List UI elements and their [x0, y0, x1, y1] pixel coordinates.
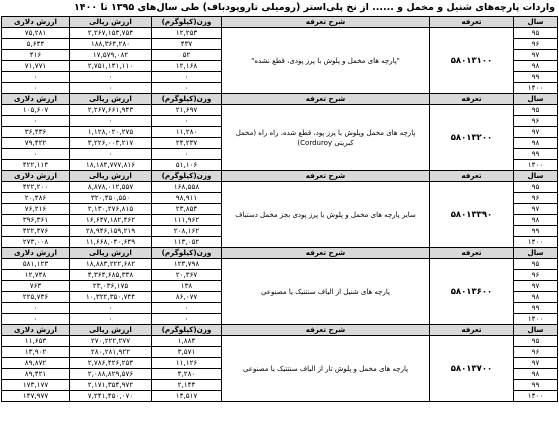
- usd-value-cell: ۴۲۲,۱۱۴: [2, 160, 70, 171]
- year-cell: ۱۴۰۰: [514, 160, 558, 171]
- header-usd: ارزش دلاری: [2, 17, 70, 28]
- weight-cell: ۰: [152, 303, 222, 314]
- weight-cell: ۱۳۸: [152, 281, 222, 292]
- rial-value-cell: ۱۰,۳۲۲,۳۵۰,۷۴۴: [70, 292, 152, 303]
- year-cell: ۹۸: [514, 138, 558, 149]
- tariff-table: [1, 16, 558, 402]
- weight-cell: ۱۴,۵۱۷: [152, 391, 222, 402]
- tariff-code: ۵۸۰۱۳۳۹۰: [430, 182, 514, 248]
- rial-value-cell: ۷,۲۴۱,۴۵۰,۰۷۰: [70, 391, 152, 402]
- weight-cell: ۱۲,۲۵۳: [152, 28, 222, 39]
- rial-value-cell: ۰: [70, 314, 152, 325]
- weight-cell: ۱,۸۸۴: [152, 336, 222, 347]
- year-cell: ۹۷: [514, 204, 558, 215]
- year-cell: ۹۶: [514, 347, 558, 358]
- rial-value-cell: ۱۱,۶۶۸,۰۴۰,۶۴۹: [70, 237, 152, 248]
- weight-cell: ۲۱,۶۹۷: [152, 105, 222, 116]
- header-year: سال: [514, 17, 558, 28]
- table-row: [2, 182, 558, 193]
- year-cell: ۹۹: [514, 303, 558, 314]
- year-cell: ۹۶: [514, 270, 558, 281]
- header-weight: وزن(کیلوگرم): [152, 325, 222, 336]
- header-weight: وزن(کیلوگرم): [152, 171, 222, 182]
- year-cell: ۹۷: [514, 127, 558, 138]
- weight-cell: ۳,۵۷۱: [152, 347, 222, 358]
- usd-value-cell: ۱۲,۷۴۸: [2, 270, 70, 281]
- weight-cell: ۹۸,۹۱۱: [152, 193, 222, 204]
- usd-value-cell: ۷۶۳: [2, 281, 70, 292]
- usd-value-cell: ۴۲۲,۴۷۶: [2, 226, 70, 237]
- year-cell: ۹۵: [514, 182, 558, 193]
- tariff-code: ۵۸۰۱۳۶۰۰: [430, 259, 514, 325]
- year-cell: ۹۹: [514, 226, 558, 237]
- year-cell: ۹۷: [514, 281, 558, 292]
- header-year: سال: [514, 171, 558, 182]
- rial-value-cell: ۱۶,۶۴۷,۱۸۲,۴۶۲: [70, 215, 152, 226]
- weight-cell: ۱۲۳,۷۹۸: [152, 259, 222, 270]
- rial-value-cell: ۲,۲۶۷,۱۵۳,۷۵۴: [70, 28, 152, 39]
- weight-cell: ۰: [152, 72, 222, 83]
- usd-value-cell: ۳۹۶,۳۶۱: [2, 215, 70, 226]
- usd-value-cell: ۰: [2, 116, 70, 127]
- year-cell: ۹۹: [514, 72, 558, 83]
- year-cell: ۹۷: [514, 358, 558, 369]
- year-cell: ۱۴۰۰: [514, 391, 558, 402]
- header-desc: شرح تعرفه: [222, 325, 430, 336]
- year-cell: ۹۵: [514, 259, 558, 270]
- rial-value-cell: ۴,۳۶۴,۶۸۵,۳۳۸: [70, 270, 152, 281]
- header-desc: شرح تعرفه: [222, 17, 430, 28]
- header-rial: ارزش ریالی: [70, 248, 152, 259]
- rial-value-cell: ۱۷,۵۷۹,۰۸۲: [70, 50, 152, 61]
- header-usd: ارزش دلاری: [2, 248, 70, 259]
- header-year: سال: [514, 248, 558, 259]
- weight-cell: ۴,۲۸۰: [152, 369, 222, 380]
- weight-cell: ۱۱۳,۰۵۲: [152, 237, 222, 248]
- header-tariff: تعرفه: [430, 94, 514, 105]
- rial-value-cell: ۸,۸۷۸,۰۱۲,۵۵۷: [70, 182, 152, 193]
- header-weight: وزن(کیلوگرم): [152, 248, 222, 259]
- header-row: [2, 325, 558, 336]
- year-cell: ۹۵: [514, 105, 558, 116]
- usd-value-cell: ۱۱,۶۵۳: [2, 336, 70, 347]
- usd-value-cell: ۰: [2, 314, 70, 325]
- tariff-code: ۵۸۰۱۳۲۰۰: [430, 105, 514, 171]
- imports-table: [2, 16, 558, 402]
- rial-value-cell: ۲,۰۸۸,۸۲۹,۵۷۶: [70, 369, 152, 380]
- header-rial: ارزش ریالی: [70, 171, 152, 182]
- weight-cell: ۱۱۱,۹۶۲: [152, 215, 222, 226]
- rial-value-cell: ۰: [70, 149, 152, 160]
- header-desc: شرح تعرفه: [222, 171, 430, 182]
- tariff-description: سایر پارچه های مخمل و پلوش با پرز پودی بجز مخمل دستباف: [222, 182, 430, 248]
- header-row: [2, 94, 558, 105]
- year-cell: ۹۶: [514, 116, 558, 127]
- table-row: [2, 28, 558, 39]
- header-rial: ارزش ریالی: [70, 94, 152, 105]
- header-desc: شرح تعرفه: [222, 248, 430, 259]
- year-cell: ۹۶: [514, 193, 558, 204]
- page-title: واردات پارچه‌های شنیل و مخمل و ...... از نخ پلی‌استر (روميلی تاروپودباف) طی سال‌های ۱۳۹۵ تا ۱۴۰۰: [74, 2, 555, 13]
- usd-value-cell: ۷۵,۲۸۱: [2, 28, 70, 39]
- usd-value-cell: ۰: [2, 149, 70, 160]
- rial-value-cell: ۰: [70, 83, 152, 94]
- usd-value-cell: ۴۱۶: [2, 50, 70, 61]
- usd-value-cell: ۰: [2, 83, 70, 94]
- weight-cell: ۰: [152, 149, 222, 160]
- weight-cell: ۱۶۸,۵۵۸: [152, 182, 222, 193]
- header-weight: وزن(کیلوگرم): [152, 17, 222, 28]
- weight-cell: ۲۴,۲۳۷: [152, 138, 222, 149]
- rial-value-cell: ۳۲۰,۴۵۰,۵۵۰: [70, 193, 152, 204]
- year-cell: ۹۸: [514, 61, 558, 72]
- header-usd: ارزش دلاری: [2, 94, 70, 105]
- usd-value-cell: ۴۲۲,۲۰۰: [2, 182, 70, 193]
- header-row: [2, 248, 558, 259]
- usd-value-cell: ۵۸۱,۱۲۳: [2, 259, 70, 270]
- usd-value-cell: ۲۲۵,۷۳۶: [2, 292, 70, 303]
- table-row: [2, 336, 558, 347]
- rial-value-cell: ۰: [70, 303, 152, 314]
- rial-value-cell: ۲۸,۹۴۶,۱۵۹,۲۱۹: [70, 226, 152, 237]
- year-cell: ۱۴۰۰: [514, 83, 558, 94]
- weight-cell: ۲۰۸,۱۶۲: [152, 226, 222, 237]
- weight-cell: ۲۳,۸۵۴: [152, 204, 222, 215]
- header-usd: ارزش دلاری: [2, 171, 70, 182]
- weight-cell: ۲,۱۴۴: [152, 380, 222, 391]
- rial-value-cell: ۲,۷۵۱,۱۴۱,۱۱۰: [70, 61, 152, 72]
- header-desc: شرح تعرفه: [222, 94, 430, 105]
- header-rial: ارزش ریالی: [70, 17, 152, 28]
- table-row: [2, 105, 558, 116]
- header-weight: وزن(کیلوگرم): [152, 94, 222, 105]
- year-cell: ۱۴۰۰: [514, 237, 558, 248]
- usd-value-cell: ۱۰۵,۶۰۷: [2, 105, 70, 116]
- header-tariff: تعرفه: [430, 248, 514, 259]
- year-cell: ۹۸: [514, 215, 558, 226]
- year-cell: ۹۶: [514, 39, 558, 50]
- usd-value-cell: ۸۹,۴۲۱: [2, 369, 70, 380]
- rial-value-cell: ۲,۲۶۷,۶۶۱,۹۴۳: [70, 105, 152, 116]
- year-cell: ۹۹: [514, 149, 558, 160]
- usd-value-cell: ۷۹,۴۲۲: [2, 138, 70, 149]
- year-cell: ۹۵: [514, 28, 558, 39]
- rial-value-cell: ۲,۱۷۱,۳۵۴,۹۷۲: [70, 380, 152, 391]
- year-cell: ۱۴۰۰: [514, 314, 558, 325]
- tariff-code: ۵۸۰۱۳۱۰۰: [430, 28, 514, 94]
- rial-value-cell: ۰: [70, 72, 152, 83]
- header-tariff: تعرفه: [430, 325, 514, 336]
- usd-value-cell: ۰: [2, 72, 70, 83]
- table-row: [2, 259, 558, 270]
- usd-value-cell: ۷۱,۷۷۱: [2, 61, 70, 72]
- rial-value-cell: ۲۷۰,۲۲۲,۲۷۷: [70, 336, 152, 347]
- header-tariff: تعرفه: [430, 17, 514, 28]
- usd-value-cell: ۵,۶۴۴: [2, 39, 70, 50]
- tariff-description: "پارچه های مخمل و پلوش با پرز پودی، قطع نشده": [222, 28, 430, 94]
- weight-cell: ۰: [152, 83, 222, 94]
- year-cell: ۹۸: [514, 292, 558, 303]
- header-row: [2, 17, 558, 28]
- usd-value-cell: ۱۳,۹۰۲: [2, 347, 70, 358]
- rial-value-cell: ۲,۱۳۰,۲۷۶,۸۱۵: [70, 204, 152, 215]
- weight-cell: ۵۱,۱۰۶: [152, 160, 222, 171]
- weight-cell: ۴۳۷: [152, 39, 222, 50]
- year-cell: ۹۸: [514, 369, 558, 380]
- usd-value-cell: ۰: [2, 303, 70, 314]
- weight-cell: ۸۶,۰۷۷: [152, 292, 222, 303]
- rial-value-cell: ۱۸,۸۸۳,۲۲۲,۶۸۲: [70, 259, 152, 270]
- weight-cell: ۰: [152, 314, 222, 325]
- rial-value-cell: ۲۳,۰۳۶,۱۷۵: [70, 281, 152, 292]
- weight-cell: ۵۲: [152, 50, 222, 61]
- year-cell: ۹۷: [514, 50, 558, 61]
- usd-value-cell: ۱۴۷,۹۷۷: [2, 391, 70, 402]
- rial-value-cell: ۲,۷۸۶,۴۲۶,۲۵۴: [70, 358, 152, 369]
- rial-value-cell: ۱۸,۱۸۴,۷۷۷,۸۱۶: [70, 160, 152, 171]
- tariff-description: پارچه های مخمل وپلوش با پرز پود، قطع شده، راه راه (مخمل کبریتی Corduroy): [222, 105, 430, 171]
- tariff-description: پارچه های شنیل از الیاف سنتتیک یا مصنوعی: [222, 259, 430, 325]
- weight-cell: ۰: [152, 116, 222, 127]
- rial-value-cell: ۱۸۸,۳۶۴,۲۸۰: [70, 39, 152, 50]
- year-cell: ۹۵: [514, 336, 558, 347]
- usd-value-cell: ۳۶,۴۳۶: [2, 127, 70, 138]
- usd-value-cell: ۱۷۳,۱۷۷: [2, 380, 70, 391]
- header-year: سال: [514, 325, 558, 336]
- rial-value-cell: ۳,۲۲۶,۰۰۳,۲۱۷: [70, 138, 152, 149]
- weight-cell: ۲۰,۳۶۷: [152, 270, 222, 281]
- usd-value-cell: ۲۷۳,۰۰۸: [2, 237, 70, 248]
- rial-value-cell: ۱,۱۲۸,۰۲۰,۲۷۵: [70, 127, 152, 138]
- weight-cell: ۱۱,۲۸۰: [152, 127, 222, 138]
- usd-value-cell: ۲۰,۴۸۶: [2, 193, 70, 204]
- year-cell: ۹۹: [514, 380, 558, 391]
- header-usd: ارزش دلاری: [2, 325, 70, 336]
- header-year: سال: [514, 94, 558, 105]
- header-rial: ارزش ریالی: [70, 325, 152, 336]
- usd-value-cell: ۸۹,۸۷۲: [2, 358, 70, 369]
- rial-value-cell: ۰: [70, 116, 152, 127]
- tariff-code: ۵۸۰۱۳۷۰۰: [430, 336, 514, 402]
- header-row: [2, 171, 558, 182]
- rial-value-cell: ۲۸۰,۲۸۱,۹۲۲: [70, 347, 152, 358]
- weight-cell: ۱۱,۱۲۶: [152, 358, 222, 369]
- header-tariff: تعرفه: [430, 171, 514, 182]
- tariff-description: پارچه های مخمل و پلوش تار از الیاف سنتتیک یا مصنوعی: [222, 336, 430, 402]
- weight-cell: ۱۲,۱۶۸: [152, 61, 222, 72]
- usd-value-cell: ۷۶,۲۱۶: [2, 204, 70, 215]
